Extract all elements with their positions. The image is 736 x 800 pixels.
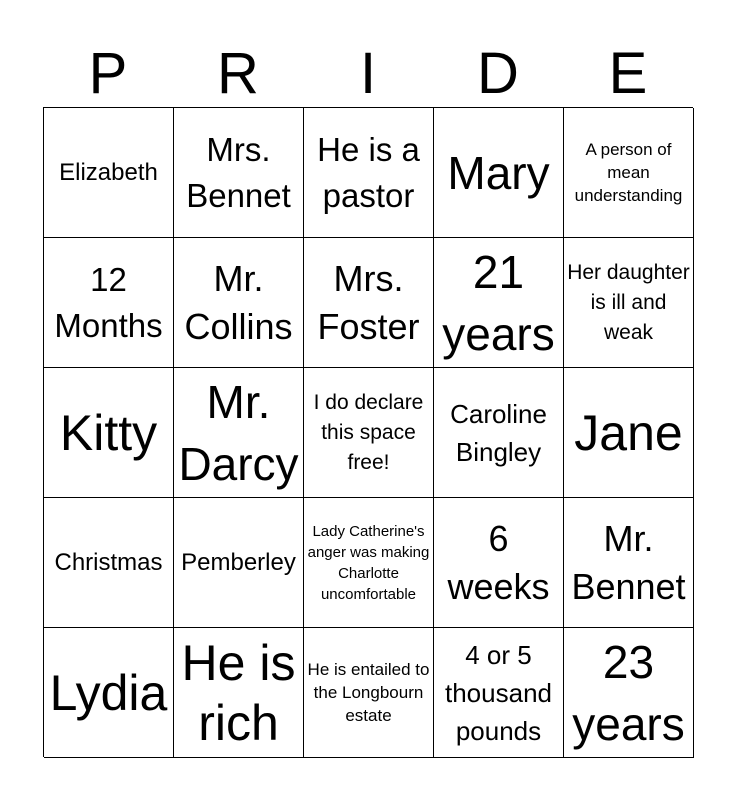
cell-text: 21 years — [442, 245, 555, 360]
bingo-cell-r1-c5[interactable] — [564, 108, 694, 238]
header-letter-e: E — [608, 41, 648, 106]
header-letter-r: R — [217, 41, 259, 106]
cell-text: Elizabeth — [59, 159, 158, 186]
cell-text: Mr. Bennet — [571, 517, 686, 607]
header-letter-p: P — [88, 41, 128, 106]
cell-text: Lady Catherine's anger was making Charlotte uncomfortable — [307, 522, 430, 603]
cell-text: 6 weeks — [447, 517, 550, 607]
cell-text: 12 Months — [54, 260, 163, 344]
bingo-cell-r3-c2[interactable] — [174, 368, 304, 498]
cell-text: Her daughter is ill and weak — [567, 260, 690, 344]
bingo-cell-r4-c2[interactable] — [174, 498, 304, 628]
cell-text: 23 years — [572, 635, 685, 750]
cell-text: Kitty — [59, 404, 158, 461]
cell-text: 4 or 5 thousand pounds — [445, 639, 552, 746]
bingo-cell-r4-c4[interactable] — [434, 498, 564, 628]
bingo-cell-r3-c4[interactable] — [434, 368, 564, 498]
bingo-cell-r4-c3[interactable] — [304, 498, 434, 628]
bingo-header — [43, 40, 693, 108]
cell-text: Mary — [447, 146, 550, 199]
bingo-cell-r3-c5[interactable] — [564, 368, 694, 498]
bingo-cell-r2-c2[interactable] — [174, 238, 304, 368]
bingo-cell-r1-c3[interactable] — [304, 108, 434, 238]
bingo-cell-r2-c1[interactable] — [44, 238, 174, 368]
bingo-cell-r5-c2[interactable] — [174, 628, 304, 758]
free-space-cell[interactable] — [304, 368, 434, 498]
cell-text: Jane — [574, 404, 683, 461]
bingo-cell-r5-c5[interactable] — [564, 628, 694, 758]
cell-text: Christmas — [54, 549, 163, 576]
bingo-cell-r5-c1[interactable] — [44, 628, 174, 758]
cell-text: He is a pastor — [317, 130, 420, 214]
cell-text: Mrs. Foster — [317, 257, 420, 347]
bingo-cell-r1-c1[interactable] — [44, 108, 174, 238]
bingo-cell-r2-c3[interactable] — [304, 238, 434, 368]
bingo-cell-r4-c5[interactable] — [564, 498, 694, 628]
bingo-cell-r4-c1[interactable] — [44, 498, 174, 628]
bingo-cell-r1-c4[interactable] — [434, 108, 564, 238]
bingo-cell-r1-c2[interactable] — [174, 108, 304, 238]
cell-text: A person of mean understanding — [574, 140, 683, 205]
cell-text: Mrs. Bennet — [186, 130, 291, 214]
cell-text: Mr. Collins — [184, 257, 293, 347]
bingo-cell-r3-c1[interactable] — [44, 368, 174, 498]
cell-text: Mr. Darcy — [178, 375, 299, 490]
bingo-card — [43, 107, 693, 757]
cell-text: Lydia — [49, 664, 168, 721]
cell-text: He is rich — [181, 634, 296, 751]
header-letter-d: D — [477, 41, 519, 106]
cell-text: Pemberley — [181, 549, 296, 576]
cell-text: I do declare this space free! — [313, 390, 424, 474]
bingo-cell-r5-c4[interactable] — [434, 628, 564, 758]
header-letter-i: I — [359, 41, 377, 106]
bingo-cell-r2-c4[interactable] — [434, 238, 564, 368]
cell-text: He is entailed to the Longbourn estate — [307, 660, 430, 725]
bingo-cell-r2-c5[interactable] — [564, 238, 694, 368]
bingo-cell-r5-c3[interactable] — [304, 628, 434, 758]
cell-text: Caroline Bingley — [450, 398, 547, 467]
